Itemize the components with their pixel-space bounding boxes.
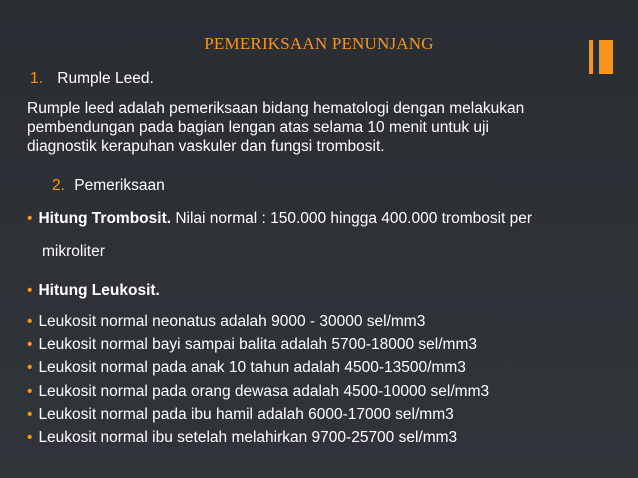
section-2-heading <box>52 176 165 195</box>
accent-bar-thin <box>589 40 593 74</box>
bullet-dot: • <box>27 210 33 227</box>
bullet-trombosit-continuation: mikroliter <box>42 243 105 260</box>
paragraph-line-3: diagnostik kerapuhan vaskuler dan fungsi trombosit. <box>27 138 385 155</box>
bullet-trombosit-bold: Hitung Trombosit. <box>38 210 172 227</box>
list-item-text: Leukosit normal ibu setelah melahirkan 9700-25700 sel/mm3 <box>38 429 458 446</box>
bullet-dot: • <box>27 336 33 353</box>
bullet-dot: • <box>27 359 33 376</box>
list-item-text: Leukosit normal neonatus adalah 9000 - 30000 sel/mm3 <box>38 313 426 330</box>
bullet-leukosit-bold: Hitung Leukosit. <box>38 282 160 299</box>
list-item <box>27 428 457 447</box>
list-item <box>27 312 425 331</box>
accent-bar-thick <box>599 40 613 74</box>
list-item <box>27 358 466 377</box>
section-1-title: Rumple Leed. <box>57 70 154 87</box>
section-1-number: 1. <box>30 70 43 87</box>
bullet-trombosit-text: Nilai normal : 150.000 hingga 400.000 trombosit per <box>171 210 533 227</box>
section-1-heading <box>30 69 154 88</box>
list-item-text: Leukosit normal bayi sampai balita adalah 5700-18000 sel/mm3 <box>38 336 478 353</box>
bullet-dot: • <box>27 429 33 446</box>
bullet-dot: • <box>27 383 33 400</box>
bullet-leukosit-heading <box>27 281 160 300</box>
list-item-text: Leukosit normal pada orang dewasa adalah 4500-10000 sel/mm3 <box>38 383 490 400</box>
bullet-trombosit <box>27 209 532 228</box>
section-2-title: Pemeriksaan <box>74 177 165 194</box>
list-item <box>27 382 489 401</box>
section-2-number: 2. <box>52 177 65 194</box>
list-item-text: Leukosit normal pada ibu hamil adalah 6000-17000 sel/mm3 <box>38 406 454 423</box>
list-item <box>27 405 454 424</box>
bullet-dot: • <box>27 313 33 330</box>
list-item <box>27 335 477 354</box>
list-item-text: Leukosit normal pada anak 10 tahun adalah 4500-13500/mm3 <box>38 359 466 376</box>
slide-title: PEMERIKSAAN PENUNJANG <box>204 34 434 53</box>
paragraph-line-2: pembendungan pada bagian lengan atas selama 10 menit untuk uji <box>27 119 489 136</box>
bullet-dot: • <box>27 282 33 299</box>
bullet-dot: • <box>27 406 33 423</box>
paragraph-line-1: Rumple leed adalah pemeriksaan bidang hematologi dengan melakukan <box>27 100 525 117</box>
